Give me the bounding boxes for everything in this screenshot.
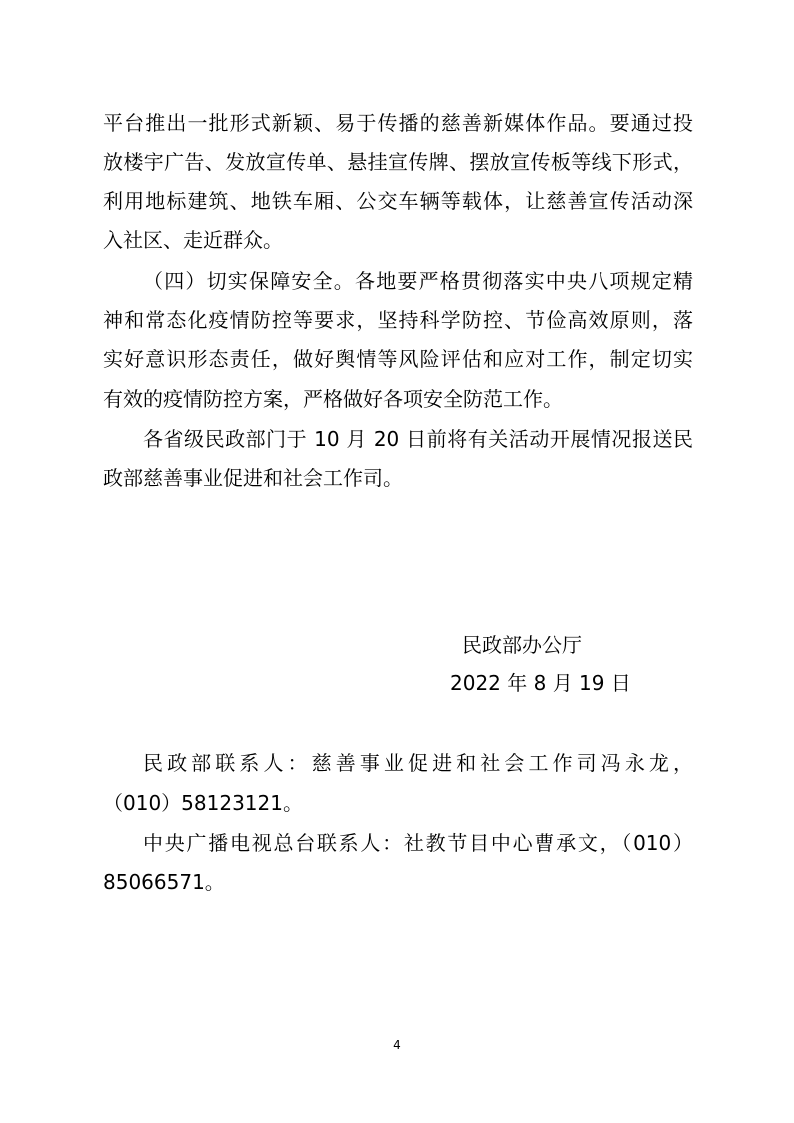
text-line: 入社区、走近群众。 xyxy=(103,228,283,252)
page-number: 4 xyxy=(393,1038,401,1052)
text-line: 有效的疫情防控方案，严格做好各项安全防范工作。 xyxy=(103,387,563,411)
text-line: 放楼宇广告、发放宣传单、悬挂宣传牌、摆放宣传板等线下形式， xyxy=(103,150,693,174)
text-line: （010）58123121。 xyxy=(103,791,303,815)
text-line: 平台推出一批形式新颖、易于传播的慈善新媒体作品。要通过投 xyxy=(103,111,693,135)
text-line: 神和常态化疫情防控等要求，坚持科学防控、节俭高效原则，落 xyxy=(103,308,693,332)
issuer-name: 民政部办公厅 xyxy=(462,633,582,657)
text-line: 中央广播电视总台联系人：社教节目中心曹承文，（010） xyxy=(143,831,693,855)
text-line: 实好意识形态责任，做好舆情等风险评估和应对工作，制定切实 xyxy=(103,347,693,371)
text-line: 各省级民政部门于 10 月 20 日前将有关活动开展情况报送民 xyxy=(143,427,693,451)
issue-date: 2022 年 8 月 19 日 xyxy=(450,671,631,695)
text-line: 85066571。 xyxy=(103,870,225,894)
text-line: 民政部联系人：慈善事业促进和社会工作司冯永龙， xyxy=(143,751,693,775)
text-line: 利用地标建筑、地铁车厢、公交车辆等载体，让慈善宣传活动深 xyxy=(103,189,693,213)
text-line: （四）切实保障安全。各地要严格贯彻落实中央八项规定精 xyxy=(143,269,693,293)
text-line: 政部慈善事业促进和社会工作司。 xyxy=(103,466,403,490)
